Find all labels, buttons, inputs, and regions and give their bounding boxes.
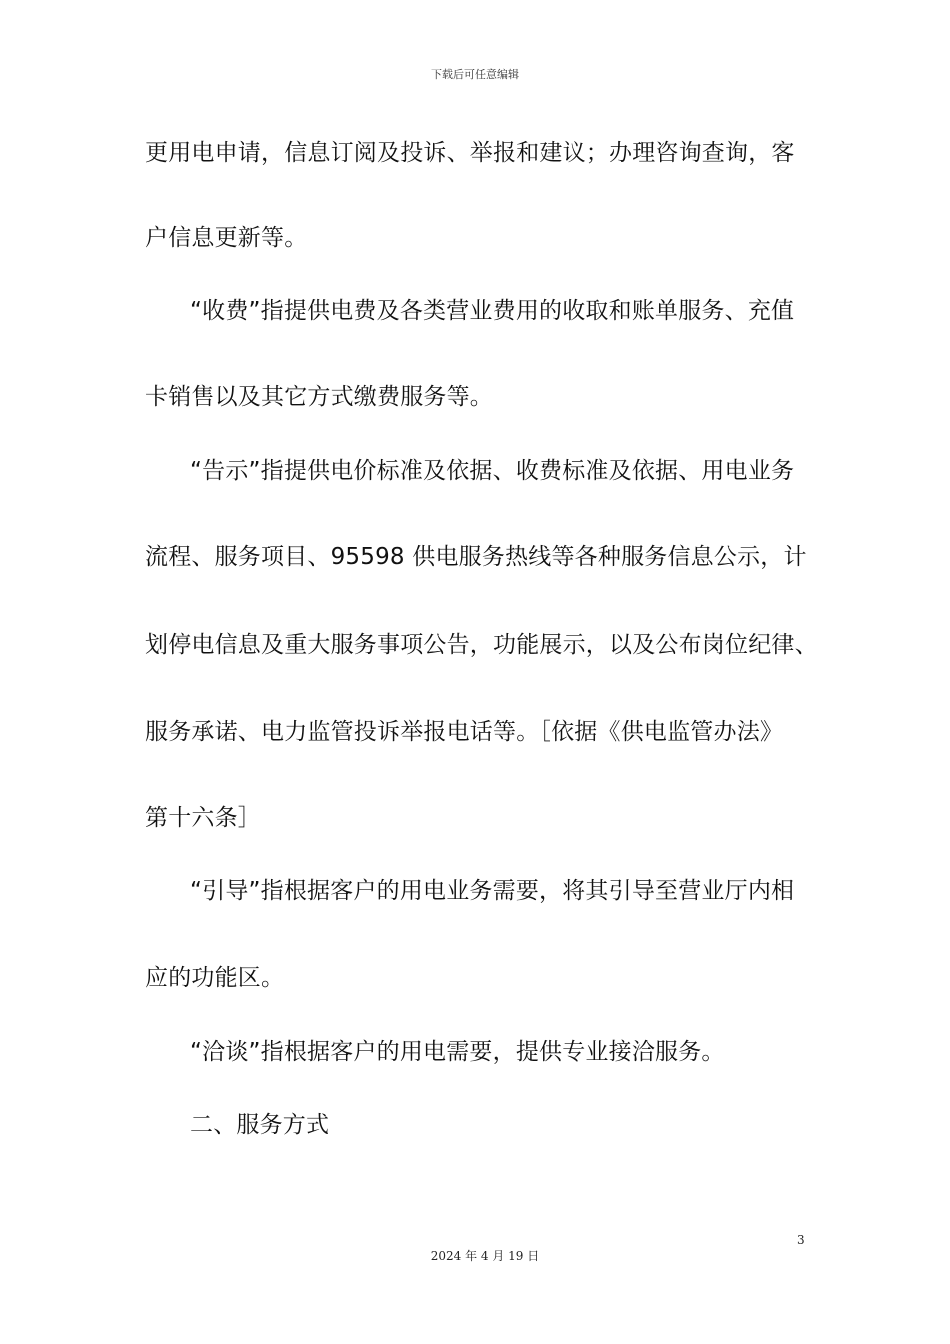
page-number: 3 <box>797 1233 805 1247</box>
header-note: 下载后可任意编辑 <box>431 68 519 81</box>
paragraph-notice-start: “告示”指提供电价标准及依据、收费标准及依据、用电业务 <box>190 458 795 484</box>
body-line: 划停电信息及重大服务事项公告，功能展示，以及公布岗位纪律、 <box>145 632 818 658</box>
paragraph-guide-start: “引导”指根据客户的用电业务需要，将其引导至营业厅内相 <box>190 878 795 904</box>
body-line: 第十六条］ <box>145 805 261 831</box>
body-line: 户信息更新等。 <box>145 225 308 251</box>
body-line: 更用电申请，信息订阅及投诉、举报和建议；办理咨询查询，客 <box>145 140 795 166</box>
paragraph-fee-start: “收费”指提供电费及各类营业费用的收取和账单服务、充值 <box>190 298 795 324</box>
body-line: 应的功能区。 <box>145 965 285 991</box>
paragraph-negotiate: “洽谈”指根据客户的用电需要，提供专业接洽服务。 <box>190 1039 725 1065</box>
body-line: 卡销售以及其它方式缴费服务等。 <box>145 384 493 410</box>
body-line: 流程、服务项目、95598 供电服务热线等各种服务信息公示，计 <box>145 544 807 570</box>
body-line: 服务承诺、电力监管投诉举报电话等。［依据《供电监管办法》 <box>145 719 784 745</box>
section-heading: 二、服务方式 <box>190 1112 330 1138</box>
footer-date: 2024 年 4 月 19 日 <box>430 1249 540 1263</box>
